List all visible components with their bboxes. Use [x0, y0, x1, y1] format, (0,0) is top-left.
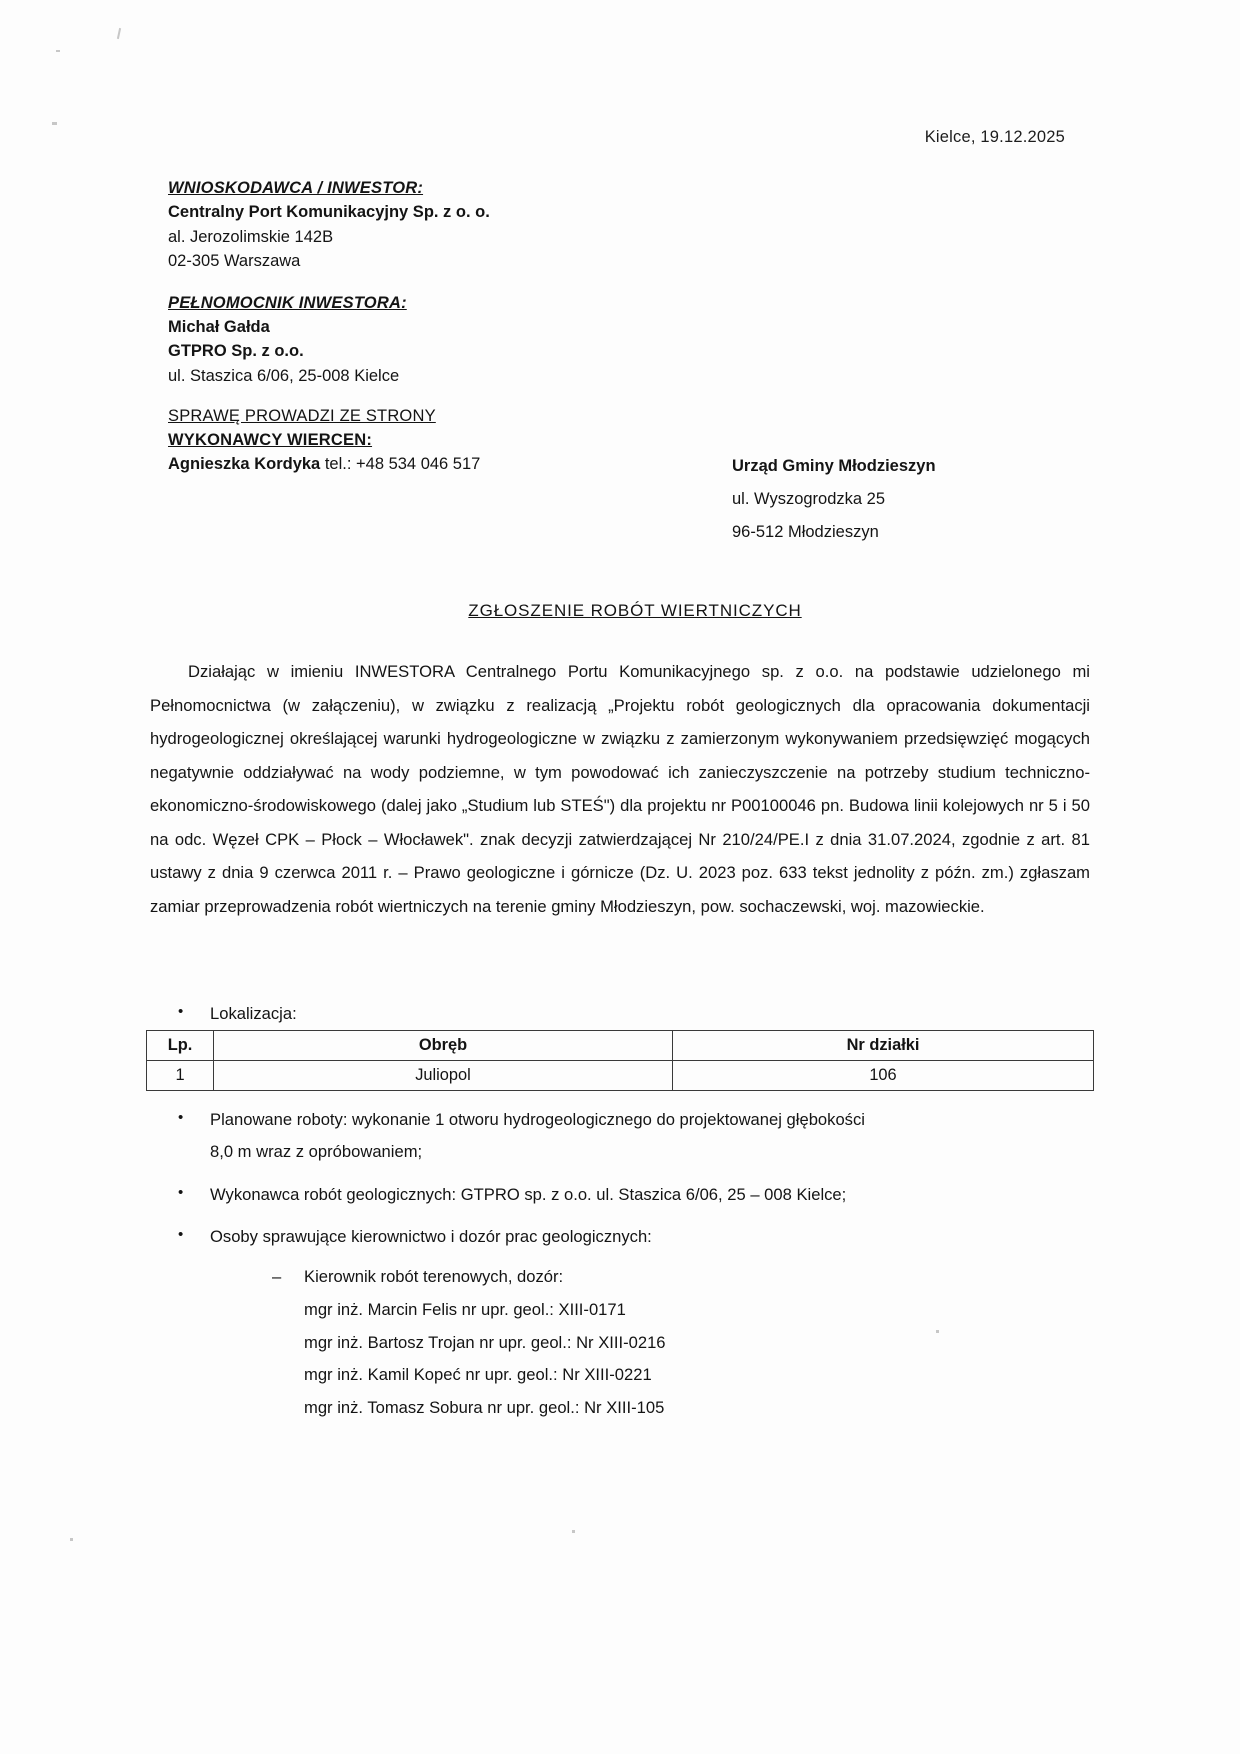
scan-artifact	[117, 28, 121, 39]
contact-name: Agnieszka Kordyka	[168, 455, 321, 474]
bullet-icon: •	[178, 1226, 184, 1244]
bullet-icon: •	[178, 1003, 184, 1020]
cell-obreb: Juliopol	[214, 1061, 673, 1091]
person-entry: mgr inż. Marcin Felis nr upr. geol.: XIII-0171	[304, 1299, 626, 1319]
applicant-heading: WNIOSKODAWCA / INWESTOR:	[168, 179, 424, 197]
body-paragraph	[150, 655, 1090, 923]
supervision-sub-label: Kierownik robót terenowych, dozór:	[304, 1267, 564, 1287]
list-item	[150, 1104, 1110, 1169]
supervision-intro: Osoby sprawujące kierownictwo i dozór prac geologicznych:	[210, 1227, 652, 1247]
contact-heading-line-2: WYKONAWCY WIERCEN:	[168, 430, 373, 449]
contact-heading-line-1: SPRAWĘ PROWADZI ZE STRONY	[168, 407, 436, 426]
localization-label: Lokalizacja:	[210, 1004, 297, 1023]
scan-artifact	[572, 1530, 575, 1533]
contact-person	[168, 452, 788, 476]
proxy-company: GTPRO Sp. z o.o.	[168, 342, 304, 361]
person-entry: mgr inż. Kamil Kopeć nr upr. geol.: Nr XIII-0221	[304, 1365, 652, 1385]
applicant-street: al. Jerozolimskie 142B	[168, 227, 334, 246]
person-entry: mgr inż. Bartosz Trojan nr upr. geol.: Nr XIII-0216	[304, 1332, 666, 1352]
localization-bullet	[150, 998, 1110, 1034]
cell-lp: 1	[147, 1061, 214, 1091]
planned-works	[210, 1104, 1110, 1169]
recipient-block	[732, 450, 936, 549]
bullet-icon: •	[178, 1183, 184, 1201]
bullet-icon: •	[178, 1109, 184, 1126]
planned-works-line-2: 8,0 m wraz z opróbowaniem;	[210, 1142, 423, 1162]
list-item	[150, 1179, 1110, 1211]
details-bullet-list	[150, 1104, 1110, 1435]
applicant-city: 02-305 Warszawa	[168, 252, 301, 271]
proxy-heading: PEŁNOMOCNIK INWESTORA:	[168, 293, 407, 312]
table-header-obreb: Obręb	[214, 1031, 673, 1061]
parcels-table	[146, 1030, 1094, 1091]
list-item	[272, 1261, 1110, 1293]
recipient-office: Urząd Gminy Młodzieszyn	[732, 457, 936, 475]
contractor-line: Wykonawca robót geologicznych: GTPRO sp. z o.o. ul. Staszica 6/06, 25 – 008 Kielce;	[210, 1184, 847, 1204]
scan-artifact	[52, 122, 57, 125]
page-title-text: ZGŁOSZENIE ROBÓT WIERTNICZYCH	[468, 601, 802, 620]
applicant-name: Centralny Port Komunikacyjny Sp. z o. o.	[168, 203, 490, 222]
scan-artifact	[70, 1538, 73, 1541]
date-line: Kielce, 19.12.2025	[924, 128, 1065, 146]
proxy-name: Michał Gałda	[168, 318, 270, 337]
contact-phone: tel.: +48 534 046 517	[324, 455, 481, 474]
recipient-city: 96-512 Młodzieszyn	[732, 523, 879, 541]
scan-artifact	[56, 50, 60, 52]
persons-list	[304, 1294, 1110, 1425]
table-row	[147, 1061, 1094, 1091]
table-header-lp: Lp.	[147, 1031, 214, 1061]
proxy-address: ul. Staszica 6/06, 25-008 Kielce	[168, 366, 400, 385]
table-header-row	[147, 1031, 1094, 1061]
sender-block	[168, 176, 788, 477]
list-item	[150, 1221, 1110, 1425]
recipient-street: ul. Wyszogrodzka 25	[732, 490, 886, 508]
body-paragraph-text: Działając w imieniu INWESTORA Centralnego Portu Komunikacyjnego sp. z o.o. na podstawie udzielonego mi Pełnomocnictwa (w załączeniu), w związku z realizacją „Projektu robót geologicznych dla opracowania dokumentacji hydrogeologicznej określającej warunki hydrogeologiczne w związku z zamierzonym wykonywaniem przedsięwzięć mogących negatywnie oddziaływać na wody podziemne, w tym powodować ich zanieczyszczenie na potrzeby studium techniczno-ekonomiczno-środowiskowego (dalej jako „Studium lub STEŚ") dla projektu nr P00100046 pn. Budowa linii kolejowych nr 5 i 50 na odc. Węzeł CPK – Płock – Włocławek". znak decyzji zatwierdzającej Nr 210/24/PE.I z dnia 31.07.2024, zgodnie z art. 81 ustawy z dnia 9 czerwca 2011 r. – Prawo geologiczne i górnicze (Dz. U. 2023 poz. 633 tekst jednolity z późn. zm.) zgłaszam zamiar przeprowadzenia robót wiertniczych na terenie gminy Młodzieszyn, pow. sochaczewski, woj. mazowieckie.	[150, 662, 1090, 916]
table-header-dzialka: Nr działki	[673, 1031, 1094, 1061]
list-item	[150, 998, 1110, 1030]
planned-works-line-1: Planowane roboty: wykonanie 1 otworu hydrogeologicznego do projektowanej głębokości	[210, 1110, 865, 1129]
cell-dzialka: 106	[673, 1061, 1094, 1091]
page-title	[0, 601, 1240, 621]
person-entry: mgr inż. Tomasz Sobura nr upr. geol.: Nr XIII-105	[304, 1398, 665, 1418]
supervision-sub-list	[272, 1261, 1110, 1425]
supervision-block	[210, 1221, 1110, 1425]
dash-icon: –	[272, 1267, 282, 1287]
